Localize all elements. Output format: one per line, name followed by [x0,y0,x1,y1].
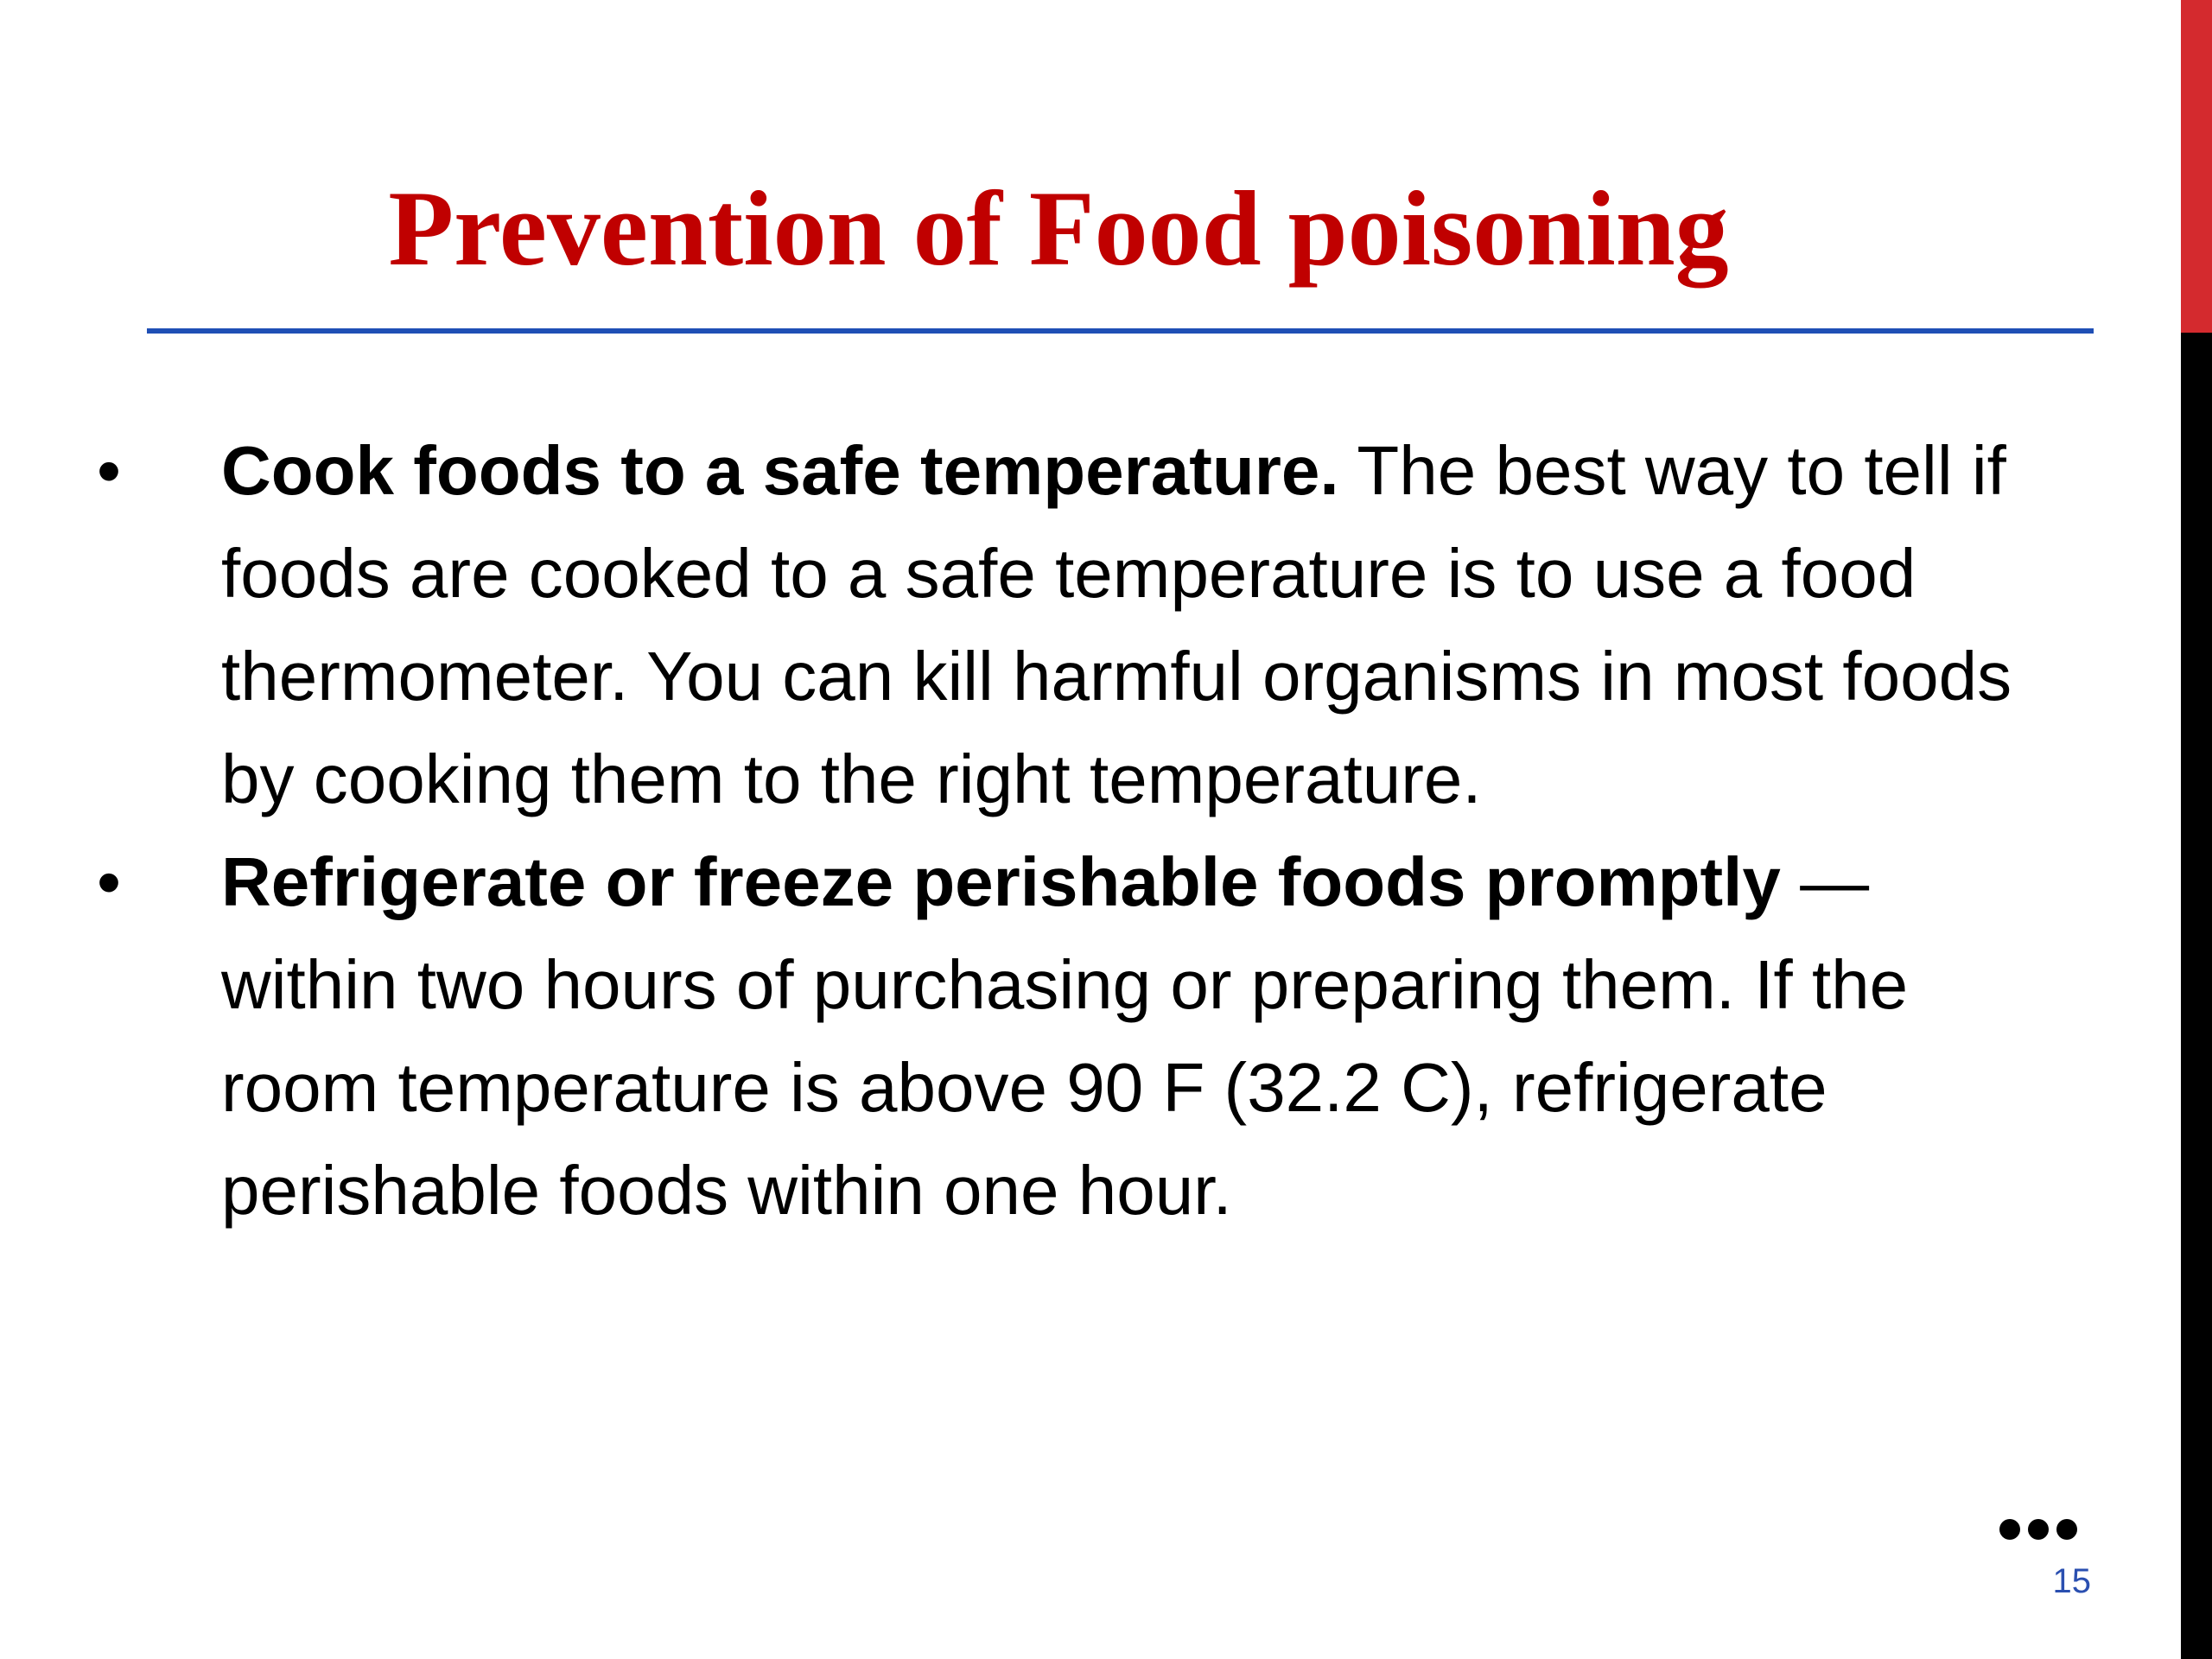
side-accent-bar-black [2181,333,2212,1659]
dot-3 [2056,1519,2077,1540]
slide-title: Prevention of Food poisoning [388,169,1729,288]
title-underline [147,328,2094,334]
bullet-item-refrigerate [0,830,2044,1242]
bullet-marker: • [97,432,122,509]
bullet-marker: • [97,843,122,920]
bullet-list [0,419,2108,1242]
bullet-text: The best way to tell if foods are cooked to a safe temperature is to use a food thermometer. You can kill harmful organisms in most foods by cooking them to the right temperature. [221,432,2012,817]
bullet-text: — within two hours of purchasing or preparing them. If the room temperature is above 90 F (32.2 C), refrigerate perishable foods within one hour. [221,843,1909,1229]
dot-1 [1999,1519,2020,1540]
bullet-lead: Cook foods to a safe temperature. [221,432,1339,509]
bullet-item-cook [0,419,2044,830]
page-number: 15 [2052,1562,2091,1600]
dot-2 [2028,1519,2049,1540]
side-accent-bar-red [2181,0,2212,333]
ellipsis-icon [1999,1516,2077,1542]
bullet-lead: Refrigerate or freeze perishable foods promptly [221,843,1781,920]
